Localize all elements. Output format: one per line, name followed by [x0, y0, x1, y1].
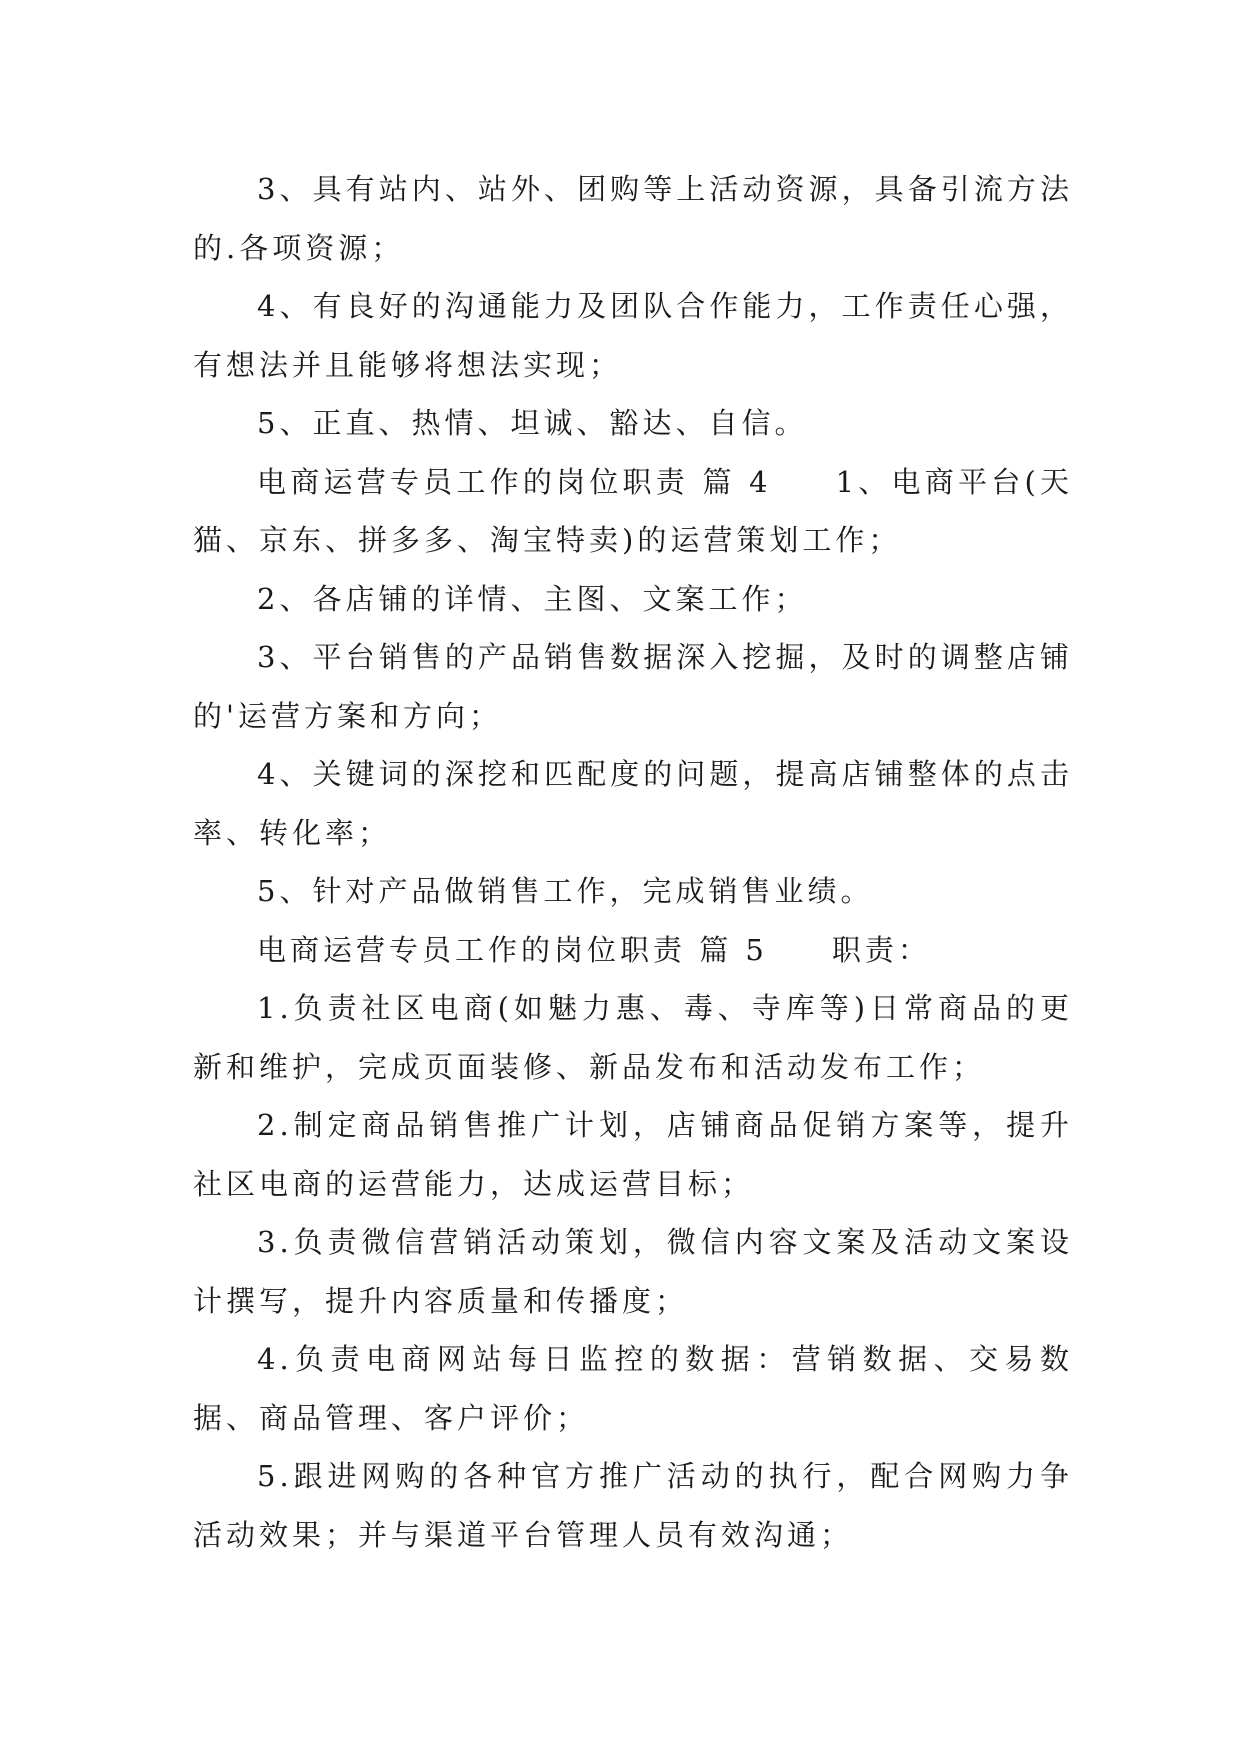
paragraph: 5、针对产品做销售工作，完成销售业绩。: [257, 874, 874, 908]
paragraph: 2、各店铺的详情、主图、文案工作；: [257, 581, 808, 616]
paragraph: 4、关键词的深挖和匹配度的问题，提高店铺整体的点击率、转化率；: [193, 757, 1073, 850]
paragraph: 4.负责电商网站每日监控的数据：营销数据、交易数据、商品管理、客户评价；: [193, 1342, 1073, 1435]
paragraph: 3、平台销售的产品销售数据深入挖掘，及时的调整店铺的'运营方案和方向；: [193, 640, 1073, 733]
section-heading: 电商运营专员工作的岗位职责 篇 5: [257, 932, 768, 967]
paragraph: 3、具有站内、站外、团购等上活动资源，具备引流方法的.各项资源；: [193, 172, 1073, 265]
paragraph-text: 职责：: [831, 932, 931, 967]
paragraph-with-heading: [193, 921, 1073, 980]
paragraph: 5、正直、热情、坦诚、豁达、自信。: [257, 406, 808, 440]
paragraph: 2.制定商品销售推广计划，店铺商品促销方案等，提升社区电商的运营能力，达成运营目标；: [193, 1108, 1073, 1201]
paragraph-text: 1、电商平台(天猫、京东、拼多多、淘宝特卖)的运营策划工作；: [193, 464, 1074, 557]
section-heading: 电商运营专员工作的岗位职责 篇 4: [257, 464, 772, 499]
paragraph: 4、有良好的沟通能力及团队合作能力，工作责任心强，有想法并且能够将想法实现；: [193, 289, 1073, 382]
document-body: [193, 160, 1073, 1564]
paragraph-with-heading: [193, 453, 1073, 570]
paragraph: 3.负责微信营销活动策划，微信内容文案及活动文案设计撰写，提升内容质量和传播度；: [193, 1225, 1073, 1318]
paragraph: 1.负责社区电商(如魅力惠、毒、寺库等)日常商品的更新和维护，完成页面装修、新品发布和活动发布工作；: [193, 991, 1073, 1084]
paragraph: 5.跟进网购的各种官方推广活动的执行，配合网购力争活动效果；并与渠道平台管理人员有效沟通；: [193, 1459, 1073, 1552]
